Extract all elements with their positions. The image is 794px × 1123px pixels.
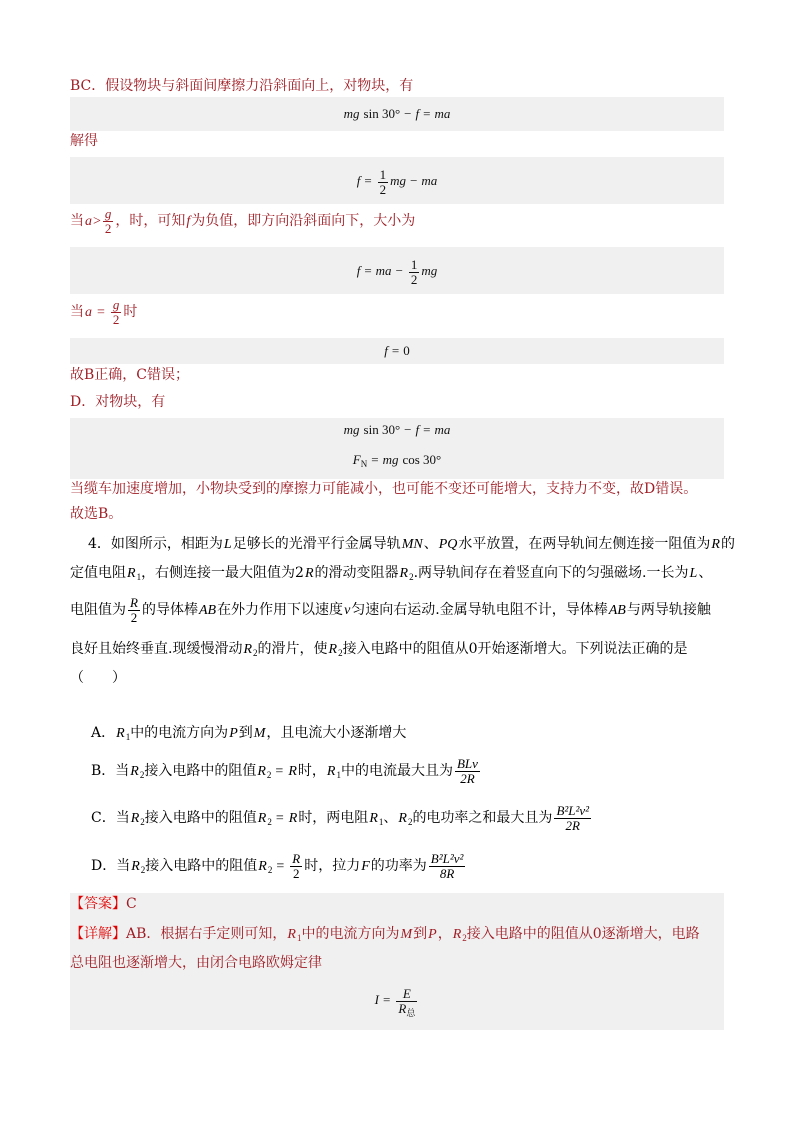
solution-d-intro: D．对物块，有	[70, 394, 166, 410]
fraction	[409, 258, 420, 287]
fraction	[378, 168, 389, 197]
math-symbol: mg	[343, 106, 360, 121]
subscript: 2	[253, 648, 258, 658]
math-symbol: ma	[434, 422, 451, 437]
question-4-stem-line-4	[70, 639, 687, 660]
text-run: 接入电路中的阻值	[145, 858, 258, 874]
math-operator: =	[371, 452, 379, 467]
fraction-numerator: BLv	[456, 755, 478, 771]
text-run: 接入电路中的阻值	[144, 810, 257, 826]
text-run: 时，	[297, 763, 326, 779]
text-run: 接入电路中的阻值从0开始逐渐增大。下列说法正确的是	[342, 641, 688, 657]
text-run: 当	[70, 304, 84, 320]
equation-motion	[70, 97, 724, 131]
math-symbol: R	[131, 859, 140, 874]
option-a	[91, 723, 406, 744]
subscript: 1	[125, 732, 131, 742]
subscript: 2	[266, 770, 272, 780]
text-run: 中的电流方向为	[301, 926, 400, 942]
fraction-numerator: B²L²v²	[556, 802, 590, 818]
equation-box	[70, 97, 724, 131]
subscript: 2	[267, 865, 273, 875]
text-run: 定值电阻	[70, 565, 126, 581]
math-symbol: R	[398, 1000, 407, 1016]
fraction-denominator: 2	[292, 865, 300, 881]
text-run: 的电功率之和最大且为	[412, 810, 553, 826]
fraction-denominator: 2	[130, 609, 138, 625]
fraction	[455, 757, 480, 786]
math-symbol: R	[288, 764, 297, 779]
fraction-denominator: 2	[112, 311, 120, 327]
math-symbol: P	[428, 927, 437, 942]
text-run: AB．根据右手定则可知，	[126, 926, 287, 942]
math-symbol: F	[352, 452, 361, 467]
math-symbol: R	[326, 764, 336, 779]
text-run: ，	[437, 926, 452, 942]
fraction	[429, 852, 466, 881]
text-run: ，且电流大小逐渐增大	[266, 725, 407, 741]
fraction	[290, 852, 302, 881]
math-symbol: ma	[421, 173, 438, 188]
math-symbol: R	[257, 811, 267, 826]
equation-box	[70, 338, 724, 364]
subscript: 总	[406, 1007, 416, 1018]
math-symbol: ma	[434, 106, 451, 121]
question-4-stem-line-3	[70, 595, 711, 626]
math-symbol: F	[361, 859, 370, 874]
text-run: 匀速向右运动.金属导轨电阻不计，导体棒	[351, 602, 608, 618]
text-run: 时，拉力	[304, 858, 361, 874]
text-run: 中的电流最大且为	[340, 763, 453, 779]
text-run: 为负值，即方向沿斜面向下，大小为	[191, 213, 416, 229]
subscript: 1	[296, 933, 302, 943]
fraction	[554, 804, 591, 833]
text-run: B．当	[91, 763, 130, 779]
math-operator: −	[404, 422, 412, 437]
equation-ohm-law	[70, 984, 724, 1016]
subscript: 2	[140, 817, 145, 827]
question-4-stem-line-1	[88, 534, 735, 555]
detail-label: 【详解】	[70, 926, 126, 942]
solution-bc-conclusion: 故B正确，C错误；	[70, 367, 189, 383]
math-symbol: R	[130, 811, 140, 826]
text-run: 电阻值为	[70, 602, 126, 618]
math-symbol: R	[398, 811, 407, 826]
math-number: 0	[403, 343, 410, 358]
equation-motion	[70, 420, 724, 440]
math-symbol: mg	[343, 422, 360, 437]
subscript: 1	[336, 770, 341, 780]
math-symbol: M	[253, 726, 266, 741]
text-run: 时，两电阻	[298, 810, 369, 826]
answer-blank: （ ）	[70, 670, 126, 686]
math-symbol: AB	[608, 603, 626, 618]
math-symbol: R	[258, 859, 267, 874]
text-run: 的滑动变阻器	[314, 565, 399, 581]
text-run: 、	[383, 810, 398, 826]
subscript: N	[360, 459, 368, 469]
math-symbol: R	[116, 726, 125, 741]
case-a-equal	[70, 297, 137, 328]
text-run: 水平放置，在两导轨间左侧连接一阻值为	[458, 536, 711, 552]
math-symbol: f	[415, 422, 420, 437]
math-symbol: R	[304, 566, 314, 581]
text-run: 总电阻也逐渐增大，由闭合电路欧姆定律	[70, 955, 322, 971]
fraction-denominator: 2	[410, 271, 418, 287]
question-4-stem-line-2	[70, 563, 712, 584]
fraction-denominator: 2	[379, 181, 387, 197]
math-symbol: mg	[390, 173, 407, 188]
math-symbol: mg	[421, 263, 438, 278]
text-run: 接入电路中的阻值从0逐渐增大，电路	[466, 926, 700, 942]
equation-zero	[70, 338, 724, 364]
equation-box	[70, 418, 724, 479]
fraction-denominator: 8R	[439, 865, 455, 881]
text-run: ，右侧连接一最大阻值为2	[141, 565, 304, 581]
text-run: 与两导轨接触	[626, 602, 711, 618]
subscript: 2	[407, 817, 413, 827]
math-symbol: f	[186, 214, 191, 229]
math-operator: =	[391, 343, 400, 358]
math-operator: −	[404, 106, 412, 121]
solve-label: 解得	[70, 133, 98, 149]
math-symbol: R	[243, 642, 253, 657]
math-operator: =	[276, 859, 285, 874]
equation-friction	[70, 157, 724, 204]
equation-normal-force	[70, 450, 724, 470]
fraction-numerator: g	[112, 296, 120, 312]
fraction-numerator: R	[292, 850, 301, 866]
math-operator: =	[275, 764, 284, 779]
text-run: 时	[123, 304, 138, 320]
math-operator: =	[97, 305, 105, 320]
text-run: 的滑片，使	[257, 641, 328, 657]
fraction-denominator: 2	[104, 220, 112, 236]
text-run: 的	[720, 536, 735, 552]
math-symbol: R	[130, 764, 139, 779]
math-symbol: f	[415, 106, 420, 121]
subscript: 2	[338, 648, 343, 658]
text-run: A．	[91, 725, 116, 741]
subscript: 2	[409, 572, 414, 582]
math-symbol: R	[328, 642, 338, 657]
math-symbol: R	[287, 927, 296, 942]
detail-line-1	[70, 924, 700, 945]
math-symbol: AB	[198, 603, 217, 618]
option-c	[91, 802, 593, 835]
math-operator: =	[275, 811, 284, 826]
math-symbol: M	[400, 927, 413, 942]
text-run: 到	[413, 926, 428, 942]
text-run: 足够长的光滑平行金属导轨	[232, 536, 401, 552]
math-operator: =	[423, 422, 431, 437]
text-run: ，时，可知	[115, 213, 186, 229]
math-operator: =	[364, 173, 372, 188]
text-run: 的功率为	[370, 858, 427, 874]
math-symbol: MN	[401, 537, 423, 552]
text-run: .两导轨间存在着竖直向下的匀强磁场.一长为	[413, 565, 689, 581]
equation-box	[70, 247, 724, 294]
fraction	[111, 298, 122, 327]
math-function: sin 30°	[363, 106, 401, 121]
math-symbol: L	[689, 566, 698, 581]
math-operator: =	[423, 106, 431, 121]
fraction-numerator: B²L²v²	[430, 850, 464, 866]
math-symbol: R	[288, 811, 298, 826]
solution-d-conclusion: 当缆车加速度增加，小物块受到的摩擦力可能减小，也可能不变还可能增大，支持力不变，故D错误。	[70, 481, 698, 497]
equation-friction-negative	[70, 247, 724, 294]
equation-box	[70, 157, 724, 204]
subscript: 1	[136, 572, 142, 582]
text-run: 的导体棒	[141, 602, 198, 618]
math-symbol: R	[399, 566, 409, 581]
math-operator: −	[410, 173, 418, 188]
subscript: 1	[378, 817, 384, 827]
detail-line-2	[70, 953, 322, 973]
text-run: C．当	[91, 810, 130, 826]
solution-bc-intro: BC．假设物块与斜面间摩擦力沿斜面向上，对物块，有	[70, 78, 414, 94]
math-symbol: R	[257, 764, 266, 779]
text-run: 在外力作用下以速度	[217, 602, 344, 618]
fraction-numerator: E	[396, 987, 417, 1002]
math-symbol: v	[344, 603, 351, 618]
fraction-numerator: g	[104, 205, 112, 221]
text-run: 、	[698, 565, 713, 581]
math-symbol: R	[127, 566, 136, 581]
math-symbol: f	[384, 343, 388, 358]
fraction	[103, 207, 114, 236]
subscript: 2	[140, 865, 146, 875]
final-answer-statement: 故选B。	[70, 506, 123, 522]
math-symbol: P	[229, 726, 238, 741]
text-run: 接入电路中的阻值	[144, 763, 257, 779]
math-symbol: a	[85, 214, 92, 229]
fraction-denominator	[396, 1002, 417, 1016]
fraction	[128, 596, 140, 625]
math-operator: =	[364, 263, 372, 278]
option-b	[91, 756, 482, 787]
text-run: 良好且始终垂直.现缓慢滑动	[70, 641, 243, 657]
math-symbol: f	[356, 173, 361, 188]
math-symbol: f	[356, 263, 361, 278]
math-function: cos 30°	[402, 452, 442, 467]
math-function: sin 30°	[363, 422, 401, 437]
math-symbol: L	[223, 537, 232, 552]
fraction-numerator: 1	[379, 166, 387, 182]
fraction-denominator: 2R	[565, 817, 580, 833]
math-symbol: R	[369, 811, 378, 826]
math-symbol: R	[711, 537, 720, 552]
answer-line	[70, 894, 137, 914]
answer-value: C	[126, 896, 137, 912]
math-symbol: mg	[382, 452, 399, 467]
math-symbol: a	[85, 305, 92, 320]
math-operator: −	[395, 263, 403, 278]
text-run: 当	[70, 213, 84, 229]
text-run: 4．如图所示，相距为	[88, 536, 223, 552]
subscript: 2	[267, 817, 272, 827]
math-symbol: I	[374, 992, 380, 1007]
fraction	[396, 987, 417, 1016]
math-operator: =	[383, 992, 391, 1007]
math-operator: >	[93, 214, 101, 229]
text-run: 中的电流方向为	[130, 725, 229, 741]
math-symbol: PQ	[438, 537, 458, 552]
option-d	[91, 850, 467, 883]
text-run: 、	[423, 536, 438, 552]
subscript: 2	[139, 770, 145, 780]
text-run: D．当	[91, 858, 131, 874]
case-a-greater	[70, 206, 415, 237]
text-run: 到	[238, 725, 253, 741]
math-symbol: ma	[375, 263, 392, 278]
subscript: 2	[462, 933, 467, 943]
fraction-numerator: R	[130, 594, 138, 610]
math-symbol: R	[452, 927, 462, 942]
fraction-numerator: 1	[410, 256, 418, 272]
fraction-denominator: 2R	[460, 770, 475, 786]
answer-label: 【答案】	[70, 896, 126, 912]
